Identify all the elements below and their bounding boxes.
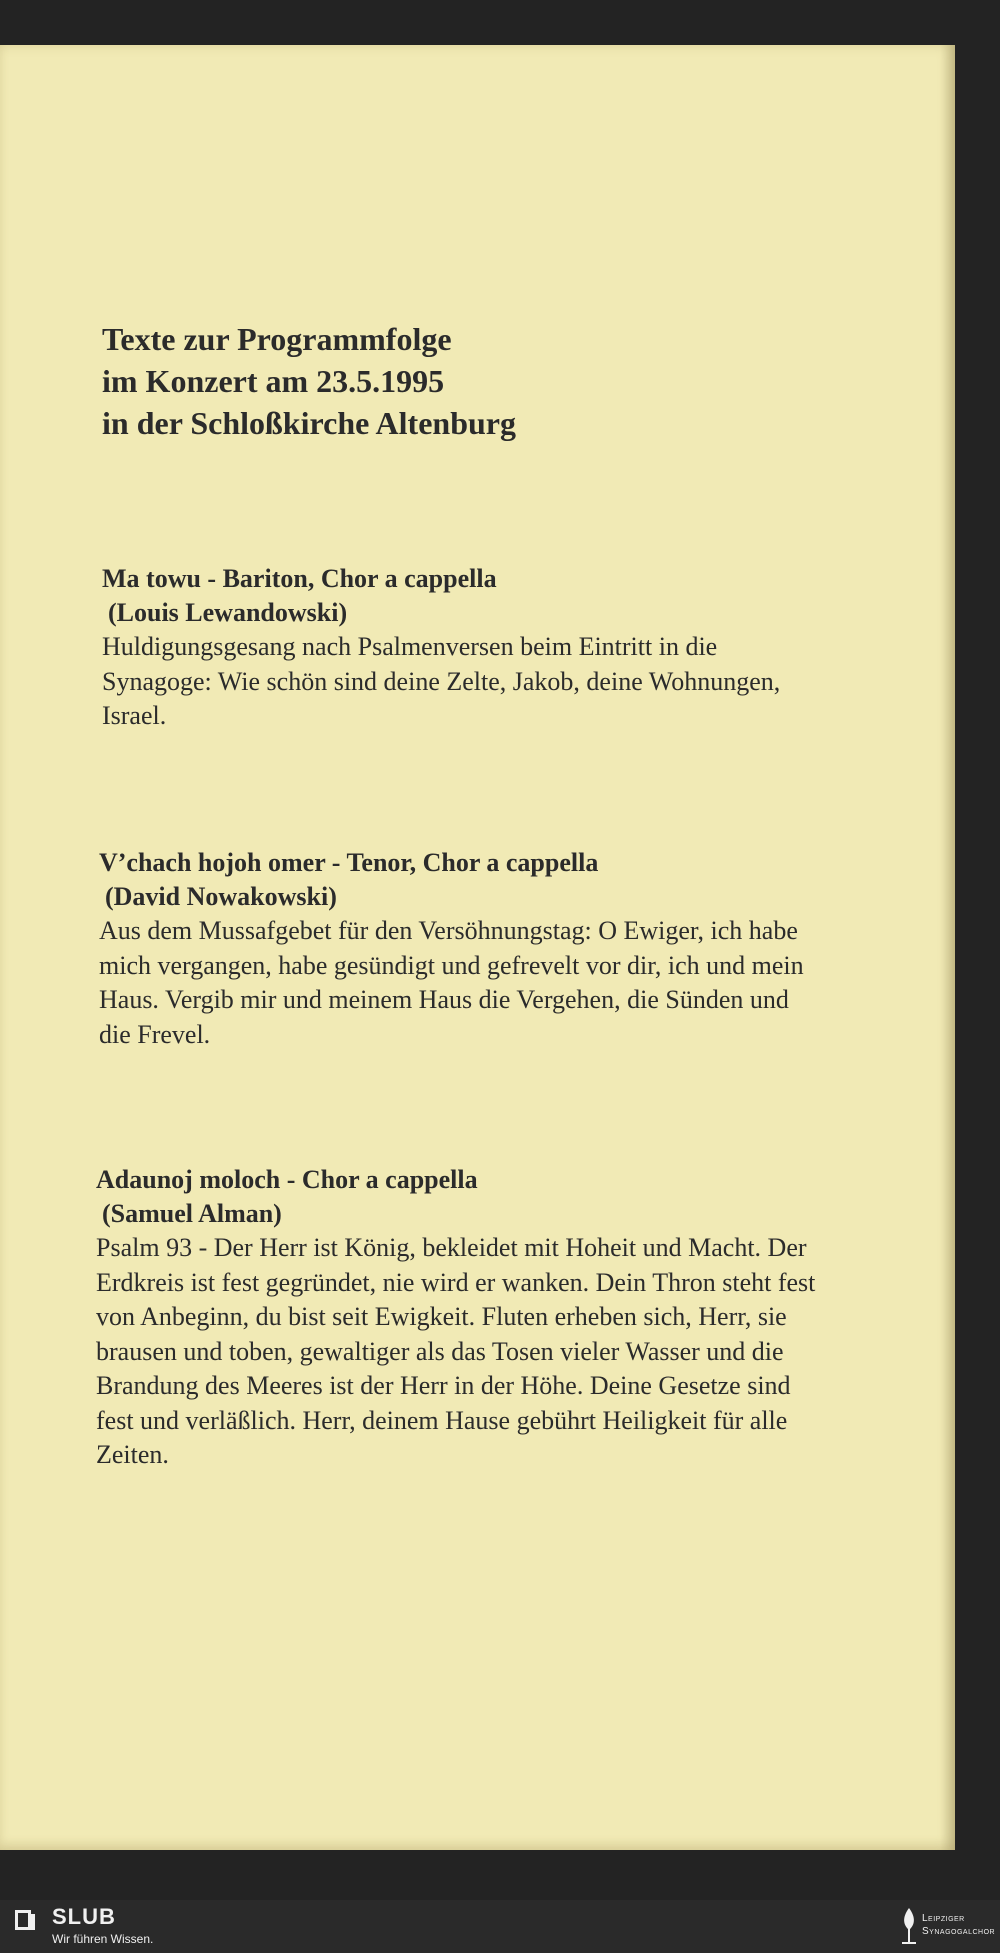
program-item-title: Adaunoj moloch - Chor a cappella <box>96 1165 478 1194</box>
library-name: SLUB <box>52 1904 116 1929</box>
program-item-ma-towu <box>102 562 822 734</box>
heading-line-2: im Konzert am 23.5.1995 <box>102 363 445 399</box>
heading-line-1: Texte zur Programmfolge <box>102 321 452 357</box>
choir-name <box>922 1912 995 1938</box>
program-item-title: V’chach hojoh omer - Tenor, Chor a cappella <box>99 848 599 877</box>
choir-name-line-1: Leipziger <box>922 1913 965 1924</box>
program-item-text: Psalm 93 - Der Herr ist König, bekleidet mit Hoheit und Macht. Der Erdkreis ist fest gegründet, nie wird er wanken. Dein Thron steht fest von Anbeginn, du bist seit Ewigkeit. Fluten erheben sich, Herr, sie brausen und toben, gewaltiger als das Tosen vieler Wasser und die Brandung des Meeres ist der Herr in der Höhe. Deine Gesetze sind fest und verläßlich. Herr, deinem Hause gebührt Heiligkeit für alle Zeiten. <box>96 1233 816 1469</box>
choir-name-line-2: Synagogalchor <box>922 1926 996 1937</box>
slub-logo-icon <box>14 1908 36 1932</box>
program-item-text: Aus dem Mussafgebet für den Versöhnungstag: O Ewiger, ich habe mich vergangen, habe gesündigt und gefrevelt vor dir, ich und mein Haus. Vergib mir und meinem Haus die Vergehen, die Sünden und die Frevel. <box>99 916 804 1049</box>
program-item-composer: (David Nowakowski) <box>105 882 337 911</box>
viewer-footer <box>0 1900 1000 1953</box>
program-item-composer: (Louis Lewandowski) <box>108 598 348 627</box>
choir-logo-icon <box>898 1906 920 1948</box>
program-item-title: Ma towu - Bariton, Chor a cappella <box>102 564 497 593</box>
program-heading <box>102 318 516 444</box>
program-item-vchach-hojoh-omer <box>99 846 819 1052</box>
program-item-adaunoj-moloch <box>96 1163 816 1473</box>
library-tagline: Wir führen Wissen. <box>52 1932 154 1946</box>
program-item-text: Huldigungsgesang nach Psalmenversen beim Eintritt in die Synagoge: Wie schön sind deine Zelte, Jakob, deine Wohnungen, Israel. <box>102 632 781 730</box>
heading-line-3: in der Schloßkirche Altenburg <box>102 405 516 441</box>
program-item-composer: (Samuel Alman) <box>102 1199 282 1228</box>
paper-edge-shadow <box>940 45 955 1850</box>
